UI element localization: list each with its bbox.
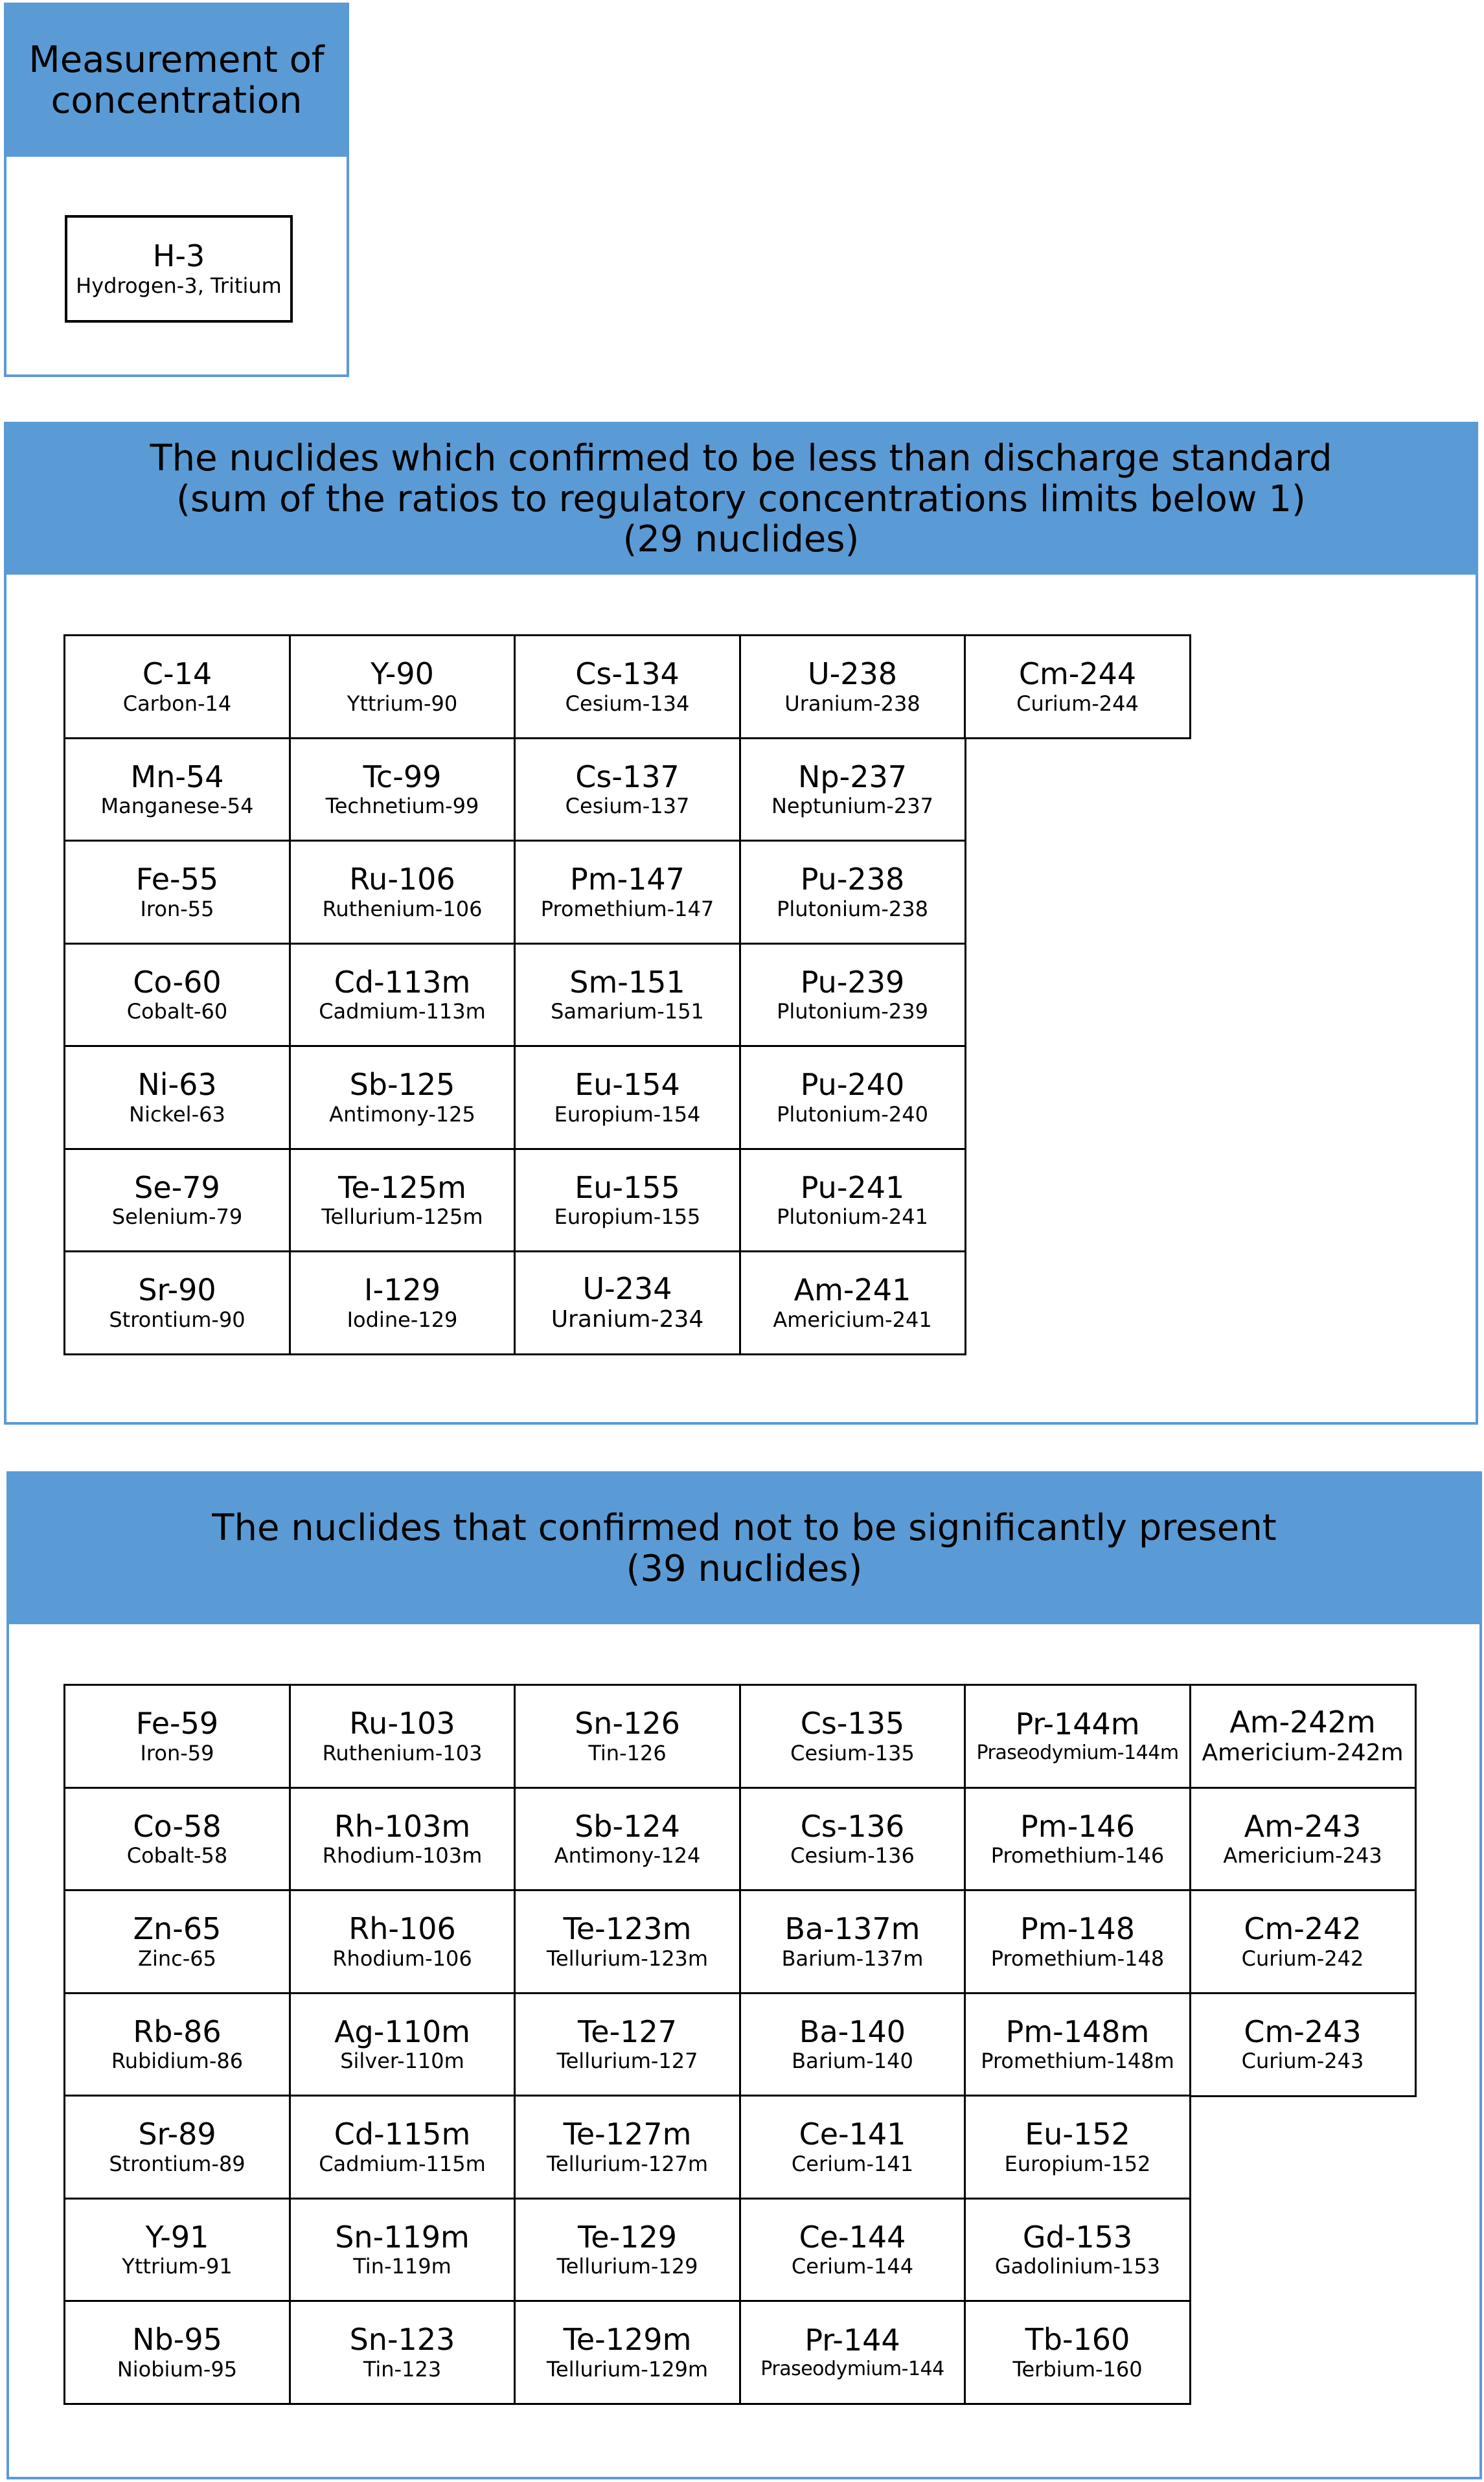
nuclide-symbol: Pu-239	[800, 964, 905, 1000]
nuclide-cell	[964, 2198, 1191, 2303]
nuclide-name: Plutonium-239	[777, 999, 928, 1024]
nuclide-name: Tin-126	[588, 1740, 667, 1765]
not-present-panel-title-line-2: (39 nuclides)	[626, 1548, 863, 1590]
nuclide-symbol: Cs-136	[800, 1808, 905, 1844]
nuclide-cell-h-3	[65, 215, 293, 323]
nuclide-name: Americium-241	[773, 1307, 932, 1332]
nuclide-symbol: Gd-153	[1022, 2219, 1133, 2255]
nuclide-cell	[739, 1684, 966, 1789]
not-present-panel-header	[9, 1474, 1479, 1624]
nuclide-cell	[514, 2300, 741, 2405]
nuclide-symbol: Rh-103m	[334, 1808, 471, 1844]
nuclide-name: Cerium-141	[791, 2151, 914, 2176]
nuclide-name: Terbium-160	[1012, 2356, 1143, 2382]
nuclide-symbol: Pm-146	[1020, 1808, 1135, 1844]
nuclide-cell	[514, 1045, 741, 1150]
nuclide-cell	[63, 634, 291, 739]
nuclide-cell	[739, 1787, 966, 1892]
nuclide-name: Praseodymium-144m	[976, 1741, 1179, 1764]
nuclide-name: Cesium-137	[565, 794, 690, 819]
nuclide-name: Praseodymium-144	[760, 2357, 944, 2380]
nuclide-name: Silver-110m	[340, 2049, 464, 2074]
nuclide-name: Antimony-124	[554, 1843, 701, 1868]
nuclide-symbol: Sr-89	[138, 2117, 216, 2152]
nuclide-name: Gadolinium-153	[994, 2254, 1161, 2279]
nuclide-cell	[739, 1045, 966, 1150]
not-present-panel	[6, 1471, 1482, 2479]
nuclide-symbol: Tc-99	[363, 759, 442, 794]
nuclide-symbol: Pr-144	[805, 2323, 900, 2358]
nuclide-symbol: Cs-134	[575, 656, 679, 692]
nuclide-cell	[289, 737, 516, 842]
nuclide-symbol: Cs-135	[800, 1706, 905, 1741]
nuclide-symbol: Pr-144m	[1015, 1706, 1140, 1742]
nuclide-symbol: U-238	[807, 656, 898, 692]
nuclide-symbol: Cd-113m	[334, 964, 471, 1000]
nuclide-symbol: Eu-155	[575, 1169, 680, 1205]
nuclide-cell	[964, 1787, 1191, 1892]
nuclide-cell	[63, 943, 291, 1048]
nuclide-name: Barium-140	[792, 2049, 913, 2074]
nuclide-symbol: Te-127m	[563, 2117, 692, 2152]
nuclide-cell	[739, 1992, 966, 2097]
nuclide-cell	[514, 634, 741, 739]
nuclide-cell	[514, 1992, 741, 2097]
nuclide-symbol: Am-242m	[1229, 1704, 1376, 1740]
nuclide-name: Zinc-65	[138, 1946, 216, 1971]
nuclide-name: Strontium-89	[109, 2151, 245, 2176]
nuclide-name: Antimony-125	[329, 1101, 475, 1127]
nuclide-symbol: Ce-141	[799, 2117, 906, 2152]
nuclide-cell	[739, 737, 966, 842]
nuclide-cell	[289, 634, 516, 739]
nuclide-name: Cesium-134	[565, 691, 690, 716]
nuclide-cell	[63, 2198, 291, 2303]
nuclide-symbol: Cm-242	[1244, 1911, 1362, 1947]
nuclide-symbol: Cd-115m	[334, 2117, 471, 2152]
nuclide-cell	[739, 840, 966, 945]
nuclide-cell	[63, 1148, 291, 1253]
nuclide-cell	[63, 1250, 291, 1355]
nuclide-cell	[63, 2300, 291, 2405]
nuclide-symbol: Y-90	[371, 656, 434, 692]
nuclide-cell	[739, 634, 966, 739]
nuclide-name: Tin-123	[363, 2356, 442, 2382]
nuclide-symbol: Te-125m	[338, 1169, 466, 1205]
nuclide-symbol: Te-127	[578, 2014, 677, 2049]
nuclide-symbol: Te-129	[578, 2219, 677, 2255]
nuclide-name: Iodine-129	[347, 1307, 458, 1332]
nuclide-cell	[63, 1889, 291, 1994]
nuclide-symbol: I-129	[364, 1272, 440, 1308]
nuclide-name: Americium-243	[1223, 1843, 1382, 1868]
nuclide-name: Cerium-144	[791, 2254, 914, 2279]
nuclide-cell	[1189, 1889, 1417, 1994]
nuclide-name: Cobalt-58	[126, 1843, 228, 1868]
nuclide-name: Curium-244	[1016, 691, 1139, 716]
nuclide-symbol: Ce-144	[799, 2219, 906, 2255]
nuclide-name: Promethium-147	[540, 896, 714, 921]
nuclide-name: Rhodium-106	[332, 1946, 472, 1971]
nuclide-name: Promethium-148	[990, 1946, 1165, 1971]
nuclide-symbol: Ba-137m	[784, 1911, 920, 1947]
nuclide-symbol: Pu-240	[800, 1067, 905, 1103]
nuclide-name: Plutonium-240	[777, 1101, 928, 1127]
nuclide-symbol: Am-241	[793, 1272, 911, 1308]
nuclide-cell	[514, 1684, 741, 1789]
concentration-panel	[4, 3, 349, 377]
nuclide-name: Strontium-90	[109, 1307, 245, 1332]
nuclide-name: Selenium-79	[111, 1204, 243, 1230]
nuclide-cell	[63, 2095, 291, 2200]
nuclide-name: Cesium-135	[790, 1740, 915, 1765]
nuclide-name: Americium-242m	[1202, 1740, 1404, 1767]
nuclide-symbol: Pm-148m	[1005, 2014, 1150, 2049]
nuclide-symbol: Eu-154	[575, 1067, 680, 1103]
nuclide-cell	[739, 2095, 966, 2200]
nuclide-cell	[289, 1045, 516, 1150]
nuclide-name: Uranium-234	[551, 1306, 704, 1333]
nuclide-cell	[63, 1684, 291, 1789]
nuclide-name: Iron-55	[140, 896, 214, 921]
nuclide-name: Tellurium-127m	[546, 2151, 709, 2176]
nuclide-cell	[964, 1684, 1191, 1789]
nuclide-cell	[514, 737, 741, 842]
nuclide-cell	[289, 1684, 516, 1789]
nuclide-name: Ruthenium-106	[322, 896, 483, 921]
nuclide-name: Carbon-14	[122, 691, 232, 716]
nuclide-name: Iron-59	[140, 1740, 214, 1765]
nuclide-symbol: Rb-86	[133, 2014, 222, 2049]
nuclide-name: Curium-243	[1241, 2049, 1364, 2074]
nuclide-name: Promethium-146	[990, 1843, 1165, 1868]
nuclide-cell	[1189, 1992, 1417, 2097]
nuclide-symbol: Co-58	[133, 1808, 222, 1844]
discharge-panel-title-line-1: The nuclides which confirmed to be less than discharge standard	[150, 437, 1332, 479]
nuclide-name: Hydrogen-3, Tritium	[76, 273, 282, 298]
nuclide-cell	[289, 1250, 516, 1355]
nuclide-name: Neptunium-237	[771, 794, 933, 819]
nuclide-name: Curium-242	[1241, 1946, 1364, 1971]
nuclide-symbol: Ru-103	[349, 1706, 455, 1741]
nuclide-symbol: Fe-59	[135, 1706, 219, 1741]
nuclide-cell	[514, 1889, 741, 1994]
nuclide-name: Tin-119m	[353, 2254, 451, 2279]
nuclide-cell	[289, 2095, 516, 2200]
nuclide-cell	[289, 2300, 516, 2405]
nuclide-cell	[514, 840, 741, 945]
nuclide-symbol: Mn-54	[130, 759, 224, 794]
nuclide-cell	[964, 1889, 1191, 1994]
discharge-panel-title-line-3: (29 nuclides)	[622, 518, 860, 561]
nuclide-symbol: Co-60	[133, 964, 222, 1000]
nuclide-name: Cadmium-113m	[319, 999, 486, 1024]
nuclide-symbol: Np-237	[797, 759, 907, 794]
nuclide-name: Samarium-151	[551, 999, 704, 1024]
nuclide-cell	[63, 737, 291, 842]
nuclide-symbol: Am-243	[1244, 1808, 1362, 1844]
nuclide-symbol: Pm-147	[570, 862, 685, 897]
nuclide-cell	[63, 1787, 291, 1892]
nuclide-name: Technetium-99	[325, 794, 479, 819]
nuclide-name: Manganese-54	[100, 794, 254, 819]
nuclide-cell	[514, 1148, 741, 1253]
not-present-panel-title-line-1: The nuclides that confirmed not to be significantly present	[212, 1507, 1277, 1550]
nuclide-name: Tellurium-125m	[321, 1204, 483, 1230]
nuclide-cell	[964, 2300, 1191, 2405]
nuclide-cell	[739, 2300, 966, 2405]
nuclide-symbol: Y-91	[145, 2219, 209, 2255]
nuclide-name: Rhodium-103m	[322, 1843, 483, 1868]
nuclide-cell	[514, 2095, 741, 2200]
nuclide-cell	[514, 943, 741, 1048]
nuclide-cell	[1189, 1684, 1417, 1789]
nuclide-name: Tellurium-129m	[546, 2356, 709, 2382]
nuclide-name: Tellurium-127	[556, 2049, 698, 2074]
nuclide-symbol: Pu-241	[800, 1169, 905, 1205]
nuclide-name: Yttrium-91	[122, 2254, 233, 2279]
nuclide-name: Barium-137m	[781, 1946, 924, 1971]
nuclide-cell	[289, 943, 516, 1048]
nuclide-symbol: U-234	[582, 1270, 672, 1306]
nuclide-symbol: H-3	[152, 238, 205, 274]
nuclide-name: Promethium-148m	[981, 2049, 1174, 2074]
nuclide-cell	[964, 634, 1191, 739]
nuclide-symbol: Se-79	[134, 1169, 220, 1205]
nuclide-name: Niobium-95	[117, 2356, 238, 2382]
nuclide-symbol: Sn-126	[575, 1706, 680, 1741]
nuclide-name: Rubidium-86	[111, 2049, 244, 2074]
nuclide-symbol: Fe-55	[135, 862, 219, 897]
discharge-standard-panel-header	[6, 424, 1476, 575]
nuclide-name: Cesium-136	[790, 1843, 915, 1868]
nuclide-name: Tellurium-123m	[546, 1946, 709, 1971]
nuclide-symbol: Eu-152	[1025, 2117, 1130, 2152]
nuclide-name: Europium-154	[554, 1101, 701, 1127]
nuclide-cell	[63, 1045, 291, 1150]
nuclide-symbol: Sm-151	[569, 964, 685, 1000]
discharge-panel-title-line-2: (sum of the ratios to regulatory concentrations limits below 1)	[176, 477, 1306, 520]
nuclide-symbol: Pm-148	[1020, 1911, 1135, 1947]
nuclide-symbol: Sn-123	[349, 2322, 455, 2358]
nuclide-symbol: Sb-124	[575, 1808, 680, 1844]
nuclide-name: Plutonium-241	[777, 1204, 928, 1230]
nuclide-symbol: Nb-95	[132, 2322, 222, 2358]
nuclide-name: Cadmium-115m	[319, 2151, 486, 2176]
nuclide-symbol: Ag-110m	[334, 2014, 470, 2049]
concentration-panel-title-line-2: concentration	[51, 80, 303, 122]
nuclide-cell	[289, 1787, 516, 1892]
nuclide-symbol: Cm-243	[1244, 2014, 1362, 2049]
nuclide-name: Uranium-238	[784, 691, 920, 716]
nuclide-cell	[739, 943, 966, 1048]
nuclide-name: Ruthenium-103	[322, 1740, 483, 1765]
nuclide-name: Europium-152	[1004, 2151, 1151, 2176]
nuclide-symbol: Pu-238	[800, 862, 905, 897]
nuclide-symbol: Rh-106	[348, 1911, 456, 1947]
nuclide-cell	[289, 1889, 516, 1994]
nuclide-symbol: Te-129m	[563, 2322, 692, 2358]
concentration-panel-title-line-1: Measurement of	[29, 39, 325, 82]
nuclide-symbol: Cm-244	[1018, 656, 1137, 692]
nuclide-cell	[514, 1787, 741, 1892]
nuclide-name: Tellurium-129	[556, 2254, 698, 2279]
nuclide-symbol: Cs-137	[575, 759, 679, 794]
nuclide-cell	[739, 1148, 966, 1253]
nuclide-cell	[514, 2198, 741, 2303]
nuclide-symbol: Sr-90	[138, 1272, 216, 1308]
nuclide-symbol: Ni-63	[137, 1067, 217, 1103]
nuclide-symbol: Ru-106	[349, 862, 455, 897]
nuclide-cell	[964, 2095, 1191, 2200]
nuclide-cell	[289, 2198, 516, 2303]
nuclide-cell	[964, 1992, 1191, 2097]
concentration-panel-header	[6, 5, 347, 157]
nuclide-symbol: Zn-65	[133, 1911, 222, 1947]
nuclide-cell	[63, 1992, 291, 2097]
nuclide-symbol: Te-123m	[563, 1911, 692, 1947]
nuclide-symbol: Sb-125	[349, 1067, 455, 1103]
nuclide-symbol: Ba-140	[799, 2014, 906, 2049]
nuclide-symbol: Tb-160	[1025, 2322, 1130, 2358]
nuclide-cell	[289, 1148, 516, 1253]
nuclide-cell	[739, 1250, 966, 1355]
nuclide-name: Nickel-63	[129, 1101, 225, 1127]
nuclide-cell	[289, 1992, 516, 2097]
discharge-standard-panel	[4, 422, 1478, 1425]
nuclide-symbol: Sn-119m	[335, 2219, 470, 2255]
nuclide-name: Plutonium-238	[777, 896, 928, 921]
nuclide-name: Europium-155	[554, 1204, 701, 1230]
nuclide-cell	[514, 1250, 741, 1355]
nuclide-cell	[289, 840, 516, 945]
nuclide-cell	[1189, 1787, 1417, 1892]
nuclide-symbol: C-14	[142, 656, 212, 692]
nuclide-cell	[63, 840, 291, 945]
nuclide-name: Yttrium-90	[347, 691, 458, 716]
nuclide-cell	[739, 2198, 966, 2303]
nuclide-name: Cobalt-60	[126, 999, 228, 1024]
nuclide-cell	[739, 1889, 966, 1994]
